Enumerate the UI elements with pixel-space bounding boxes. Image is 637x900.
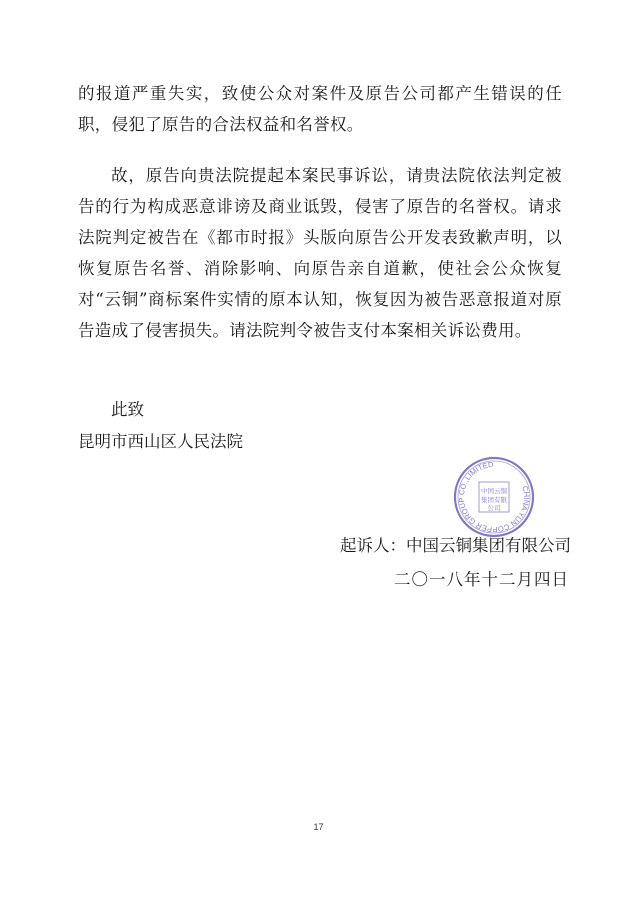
page-number: 17	[313, 822, 324, 832]
document-date: 二〇一八年十二月四日	[394, 570, 569, 589]
svg-text:集团有限: 集团有限	[481, 496, 507, 504]
paragraph-reputation-damage: 的报道严重失实，致使公众对案件及原告公司都产生错误的任职，侵犯了原告的合法权益和名誉权。	[78, 84, 562, 134]
paragraph-claims: 故，原告向贵法院提起本案民事诉讼，请贵法院依法判定被告的行为构成恶意诽谤及商业诋毁，侵害了原告的名誉权。请求法院判定被告在《都市时报》头版向原告公开发表致歉声明，以恢复原告名誉、消除影响、向原告亲自道歉，使社会公众恢复对“云铜”商标案件实情的原本认知，恢复因为被告恶意报道对原告造成了侵害损失。请法院判令被告支付本案相关诉讼费用。	[78, 166, 562, 340]
svg-text:中国云铜: 中国云铜	[481, 487, 507, 495]
plaintiff-signature: 起诉人：中国云铜集团有限公司	[340, 536, 571, 555]
company-seal-stamp	[452, 455, 536, 539]
svg-text:CHINA YUN COPPER GROUP CO.,LIM: CHINA YUN COPPER GROUP CO.,LIMITED	[456, 459, 532, 535]
salutation: 此致	[111, 400, 144, 419]
court-name: 昆明市西山区人民法院	[78, 432, 243, 451]
svg-text:公司: 公司	[487, 504, 501, 512]
